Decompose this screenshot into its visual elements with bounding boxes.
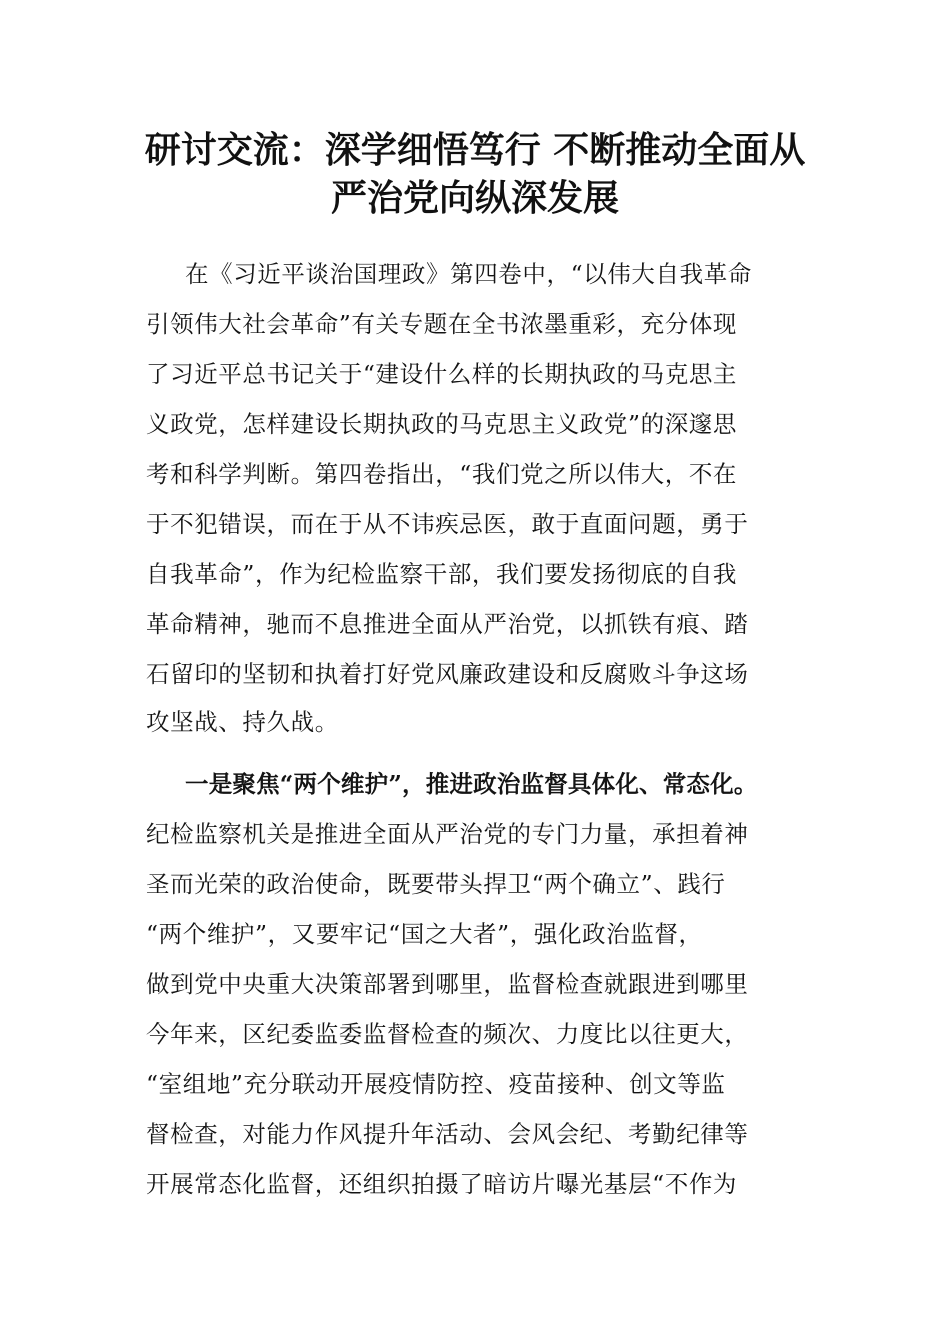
paragraph-1-line: 石留印的坚韧和执着打好党风廉政建设和反腐败斗争这场 (146, 660, 749, 688)
document-title-line-2: 严治党向纵深发展 (330, 177, 619, 219)
paragraph-1-line: 革命精神，驰而不息推进全面从严治党，以抓铁有痕、踏 (146, 610, 749, 638)
paragraph-2-line: 今年来，区纪委监委监督检查的频次、力度比以往更大， (146, 1020, 749, 1048)
paragraph-2-heading: 一是聚焦“两个维护”，推进政治监督具体化、常态化。 (185, 770, 758, 798)
paragraph-1-line: 义政党，怎样建设长期执政的马克思主义政党”的深邃思 (146, 410, 738, 438)
paragraph-1-line: 于不犯错误，而在于从不讳疾忌医，敢于直面问题，勇于 (146, 510, 749, 538)
paragraph-2-line: 开展常态化监督，还组织拍摄了暗访片曝光基层“不作为 (146, 1170, 738, 1198)
document-title-line-1: 研讨交流：深学细悟笃行 不断推动全面从 (144, 129, 806, 171)
paragraph-2-line: “室组地”充分联动开展疫情防控、疫苗接种、创文等监 (146, 1070, 726, 1098)
paragraph-2-line: “两个维护”，又要牢记“国之大者”，强化政治监督， (146, 920, 703, 948)
paragraph-1-line: 引领伟大社会革命”有关专题在全书浓墨重彩，充分体现 (146, 310, 738, 338)
paragraph-2-line: 督检查，对能力作风提升年活动、会风会纪、考勤纪律等 (146, 1120, 749, 1148)
paragraph-2-line: 圣而光荣的政治使命，既要带头捍卫“两个确立”、践行 (146, 870, 726, 898)
paragraph-1-line: 了习近平总书记关于“建设什么样的长期执政的马克思主 (146, 360, 738, 388)
paragraph-1-line: 自我革命”，作为纪检监察干部，我们要发扬彻底的自我 (146, 560, 738, 588)
paragraph-1-line: 考和科学判断。第四卷指出，“我们党之所以伟大，不在 (146, 460, 738, 488)
paragraph-2-line: 做到党中央重大决策部署到哪里，监督检查就跟进到哪里 (146, 970, 749, 998)
paragraph-1-line: 在《习近平谈治国理政》第四卷中，“以伟大自我革命 (185, 260, 752, 288)
paragraph-1-line: 攻坚战、持久战。 (146, 708, 339, 736)
paragraph-2-line: 纪检监察机关是推进全面从严治党的专门力量，承担着神 (146, 820, 749, 848)
